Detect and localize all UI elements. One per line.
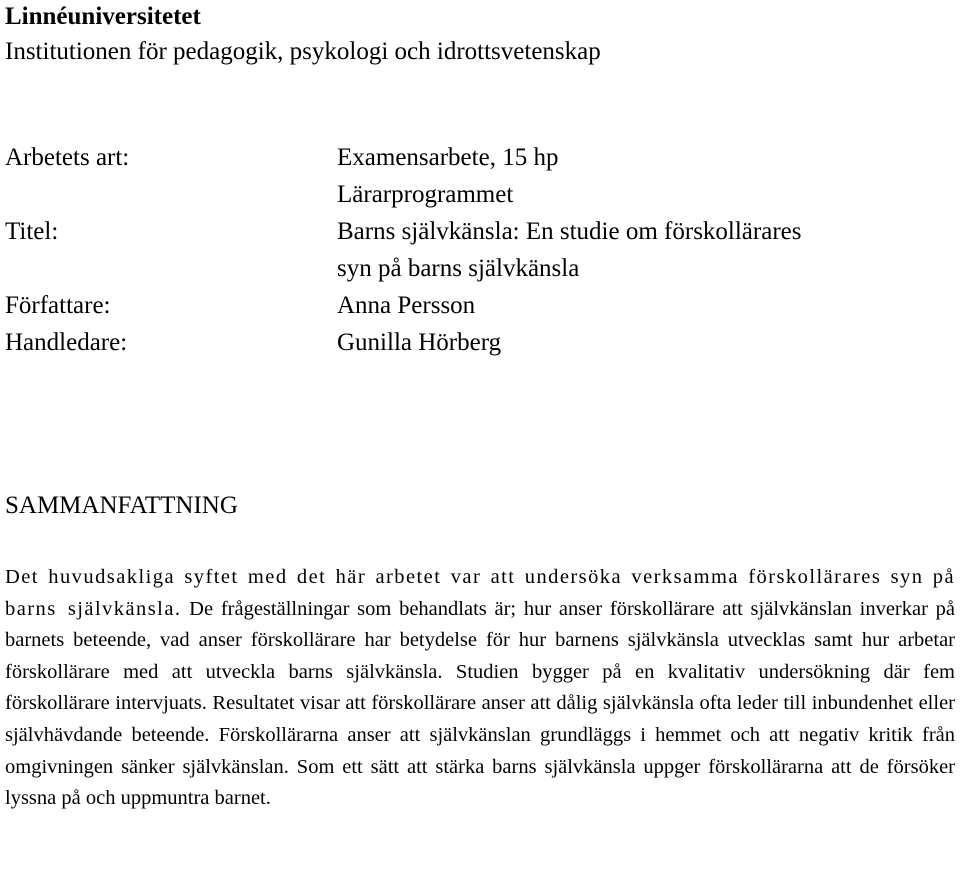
abstract-intro-text: Det huvudsakliga syftet med det här arbetet var att undersöka verksamma förskollärares syn på barns självkänsla. — [5, 566, 955, 620]
department-name: Institutionen för pedagogik, psykologi och idrottsvetenskap — [5, 38, 601, 65]
author-value: Anna Persson — [337, 292, 476, 319]
program-value: Lärarprogrammet — [337, 181, 514, 208]
title-value-line2: syn på barns självkänsla — [337, 255, 580, 282]
author-label: Författare: — [5, 292, 111, 319]
abstract-body-text: De frågeställningar som behandlats är; hur anser förskollärare att självkänslan inverkar på barnets beteende, vad anser förskollärare har betydelse för hur barnens självkänsla utvecklas samt hur arbetar förskollärare med att utveckla barns självkänsla. Studien bygger på en kvalitativ undersökning där fem förskollärare intervjuats. Resultatet visar att förskollärare anser att dålig självkänsla ofta leder till inbundenhet eller självhävdande beteende. Förskollärarna anser att självkänslan grundläggs i hemmet och att negativ kritik från omgivningen sänker självkänslan. Som ett sätt att stärka barns självkänsla uppger förskollärarna att de försöker lyssna på och uppmuntra barnet. — [5, 597, 955, 810]
supervisor-label: Handledare: — [5, 329, 128, 356]
work-type-value: Examensarbete, 15 hp — [337, 144, 559, 171]
title-label: Titel: — [5, 218, 59, 245]
abstract-paragraph — [5, 562, 955, 815]
title-value-line1: Barns självkänsla: En studie om förskollärares — [337, 218, 802, 245]
work-type-label: Arbetets art: — [5, 144, 130, 171]
abstract-heading: SAMMANFATTNING — [5, 492, 238, 519]
supervisor-value: Gunilla Hörberg — [337, 329, 502, 356]
university-name: Linnéuniversitetet — [5, 3, 201, 30]
